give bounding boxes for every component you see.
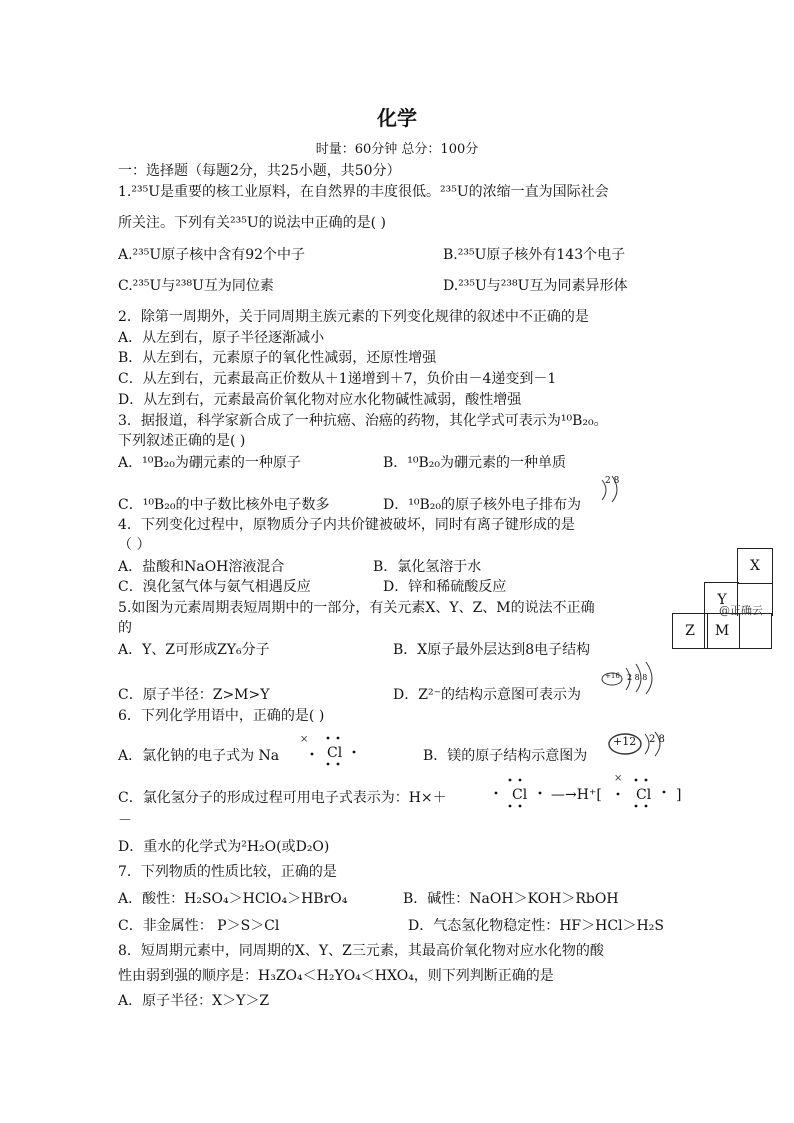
exam-info: 时量：60分钟 总分：100分 bbox=[315, 142, 479, 157]
q4-option-c: C．溴化氢气体与氨气相遇反应 bbox=[118, 579, 311, 595]
table-cell-m: M bbox=[704, 613, 740, 649]
q6-c-arrow: —→H⁺[ bbox=[551, 787, 602, 803]
q3-option-c: C．¹⁰B₂₀的中子数比核外电子数多 bbox=[118, 497, 330, 513]
watermark: @正确云 bbox=[719, 604, 763, 617]
q2-option-b: B．从左到右，元素原子的氧化性减弱，还原性增强 bbox=[118, 350, 437, 366]
q1-option-c: C.²³⁵U与²³⁸U互为同位素 bbox=[118, 278, 274, 294]
table-cell-x: X bbox=[737, 548, 773, 584]
q4-stem-1: 4．下列变化过程中，原物质分子内共价键被破坏，同时有离子键形成的是 bbox=[118, 517, 575, 533]
q6-option-a: A．氯化钠的电子式为 Na bbox=[118, 748, 280, 764]
q6-option-d: D．重水的化学式为²H₂O(或D₂O) bbox=[118, 839, 330, 855]
table-cell-y: Y bbox=[704, 582, 739, 617]
q5-ion-shells: 2 8 8 bbox=[627, 673, 648, 682]
q8-stem-2: 性由弱到强的顺序是：H₃ZO₄＜H₂YO₄＜HXO₄，则下列判断正确的是 bbox=[118, 968, 554, 984]
q3-stem-1: 3．据报道，科学家新合成了一种抗癌、治癌的药物，其化学式可表示为¹⁰B₂₀。 bbox=[118, 413, 608, 429]
q4-option-d: D．锌和稀硫酸反应 bbox=[383, 579, 507, 595]
q1-stem-2: 所关注。下列有关²³⁵U的说法中正确的是( ) bbox=[118, 215, 387, 231]
q6-stem: 6．下列化学用语中，正确的是( ) bbox=[118, 708, 325, 724]
table-cell-z: Z bbox=[672, 613, 708, 649]
q8-option-a: A．原子半径：X＞Y＞Z bbox=[118, 993, 270, 1009]
q7-option-a: A．酸性：H₂SO₄＞HClO₄＞HBrO₄ bbox=[118, 891, 348, 907]
q3-shell-label: 2 8 bbox=[605, 476, 620, 486]
q8-stem-1: 8．短周期元素中，同周期的X、Y、Z三元素，其最高价氧化物对应水化物的酸 bbox=[118, 943, 604, 959]
q7-option-c: C．非金属性： P＞S＞Cl bbox=[118, 918, 280, 934]
q2-option-a: A．从左到右，原子半径逐渐减小 bbox=[118, 330, 325, 346]
q1-option-d: D.²³⁵U与²³⁸U互为同素异形体 bbox=[443, 278, 628, 294]
q6-c-cl: Cl bbox=[512, 787, 528, 803]
q5-option-d: D．Z²⁻的结构示意图可表示为 bbox=[393, 687, 581, 703]
table-cell-blank bbox=[737, 613, 772, 649]
q1-option-a: A.²³⁵U原子核中含有92个中子 bbox=[118, 247, 306, 263]
q5-option-a: A．Y、Z可形成ZY₆分子 bbox=[118, 642, 270, 658]
q6-mg-shells: 2 8 bbox=[649, 734, 665, 745]
q4-option-a: A．盐酸和NaOH溶液混合 bbox=[118, 559, 285, 575]
q5-stem-2: 的 bbox=[118, 620, 132, 636]
svg-text:×: × bbox=[300, 734, 309, 745]
page-title: 化学 bbox=[377, 106, 417, 130]
q2-option-c: C．从左到右，元素最高正价数从＋1递增到＋7，负价由－4递变到－1 bbox=[118, 371, 557, 387]
q3-option-d: D．¹⁰B₂₀的原子核外电子排布为 bbox=[383, 497, 581, 513]
q1-option-b: B.²³⁵U原子核外有143个电子 bbox=[443, 247, 626, 263]
q7-option-d: D．气态氢化物稳定性：HF＞HCl＞H₂S bbox=[408, 918, 664, 934]
section-heading: 一：选择题（每题2分，共25小题，共50分） bbox=[118, 163, 401, 179]
q6-mg-nucleus: +12 bbox=[613, 735, 637, 748]
q6-c-end: ] bbox=[676, 787, 682, 803]
q7-option-b: B．碱性：NaOH＞KOH＞RbOH bbox=[403, 891, 619, 907]
q5-option-b: B．X原子最外层达到8电子结构 bbox=[393, 642, 591, 658]
q5-option-c: C．原子半径：Z>M>Y bbox=[118, 687, 270, 703]
q1-stem-1: 1.²³⁵U是重要的核工业原料，在自然界的丰度很低。²³⁵U的浓缩一直为国际社会 bbox=[118, 184, 609, 200]
q2-stem: 2．除第一周期外，关于同周期主族元素的下列变化规律的叙述中不正确的是 bbox=[118, 309, 589, 325]
q3-option-a: A．¹⁰B₂₀为硼元素的一种原子 bbox=[118, 455, 301, 471]
q3-option-b: B．¹⁰B₂₀为硼元素的一种单质 bbox=[383, 455, 567, 471]
q5-stem-1: 5.如图为元素周期表短周期中的一部分，有关元素X、Y、Z、M的说法不正确 bbox=[118, 600, 595, 616]
q6-a-electron-dots bbox=[298, 734, 368, 764]
q6-option-b: B．镁的原子结构示意图为 bbox=[423, 748, 588, 764]
q5-ion-nucleus: +16 bbox=[605, 672, 620, 680]
q6-c-cl2: Cl bbox=[636, 787, 652, 803]
q2-option-d: D．从左到右，元素最高价氧化物对应水化物碱性减弱，酸性增强 bbox=[118, 392, 522, 408]
q4-option-b: B．氯化氢溶于水 bbox=[373, 559, 482, 575]
q6-a-cl: Cl bbox=[327, 745, 343, 761]
q7-stem: 7．下列物质的性质比较，正确的是 bbox=[118, 864, 337, 880]
q6-c-continuation: － bbox=[118, 813, 132, 829]
svg-text:×: × bbox=[614, 773, 623, 784]
q3-stem-2: 下列叙述正确的是( ) bbox=[118, 433, 246, 449]
q4-stem-2: （ ） bbox=[118, 537, 151, 553]
q6-option-c: C．氯化氢分子的形成过程可用电子式表示为：H×＋ bbox=[118, 790, 447, 806]
